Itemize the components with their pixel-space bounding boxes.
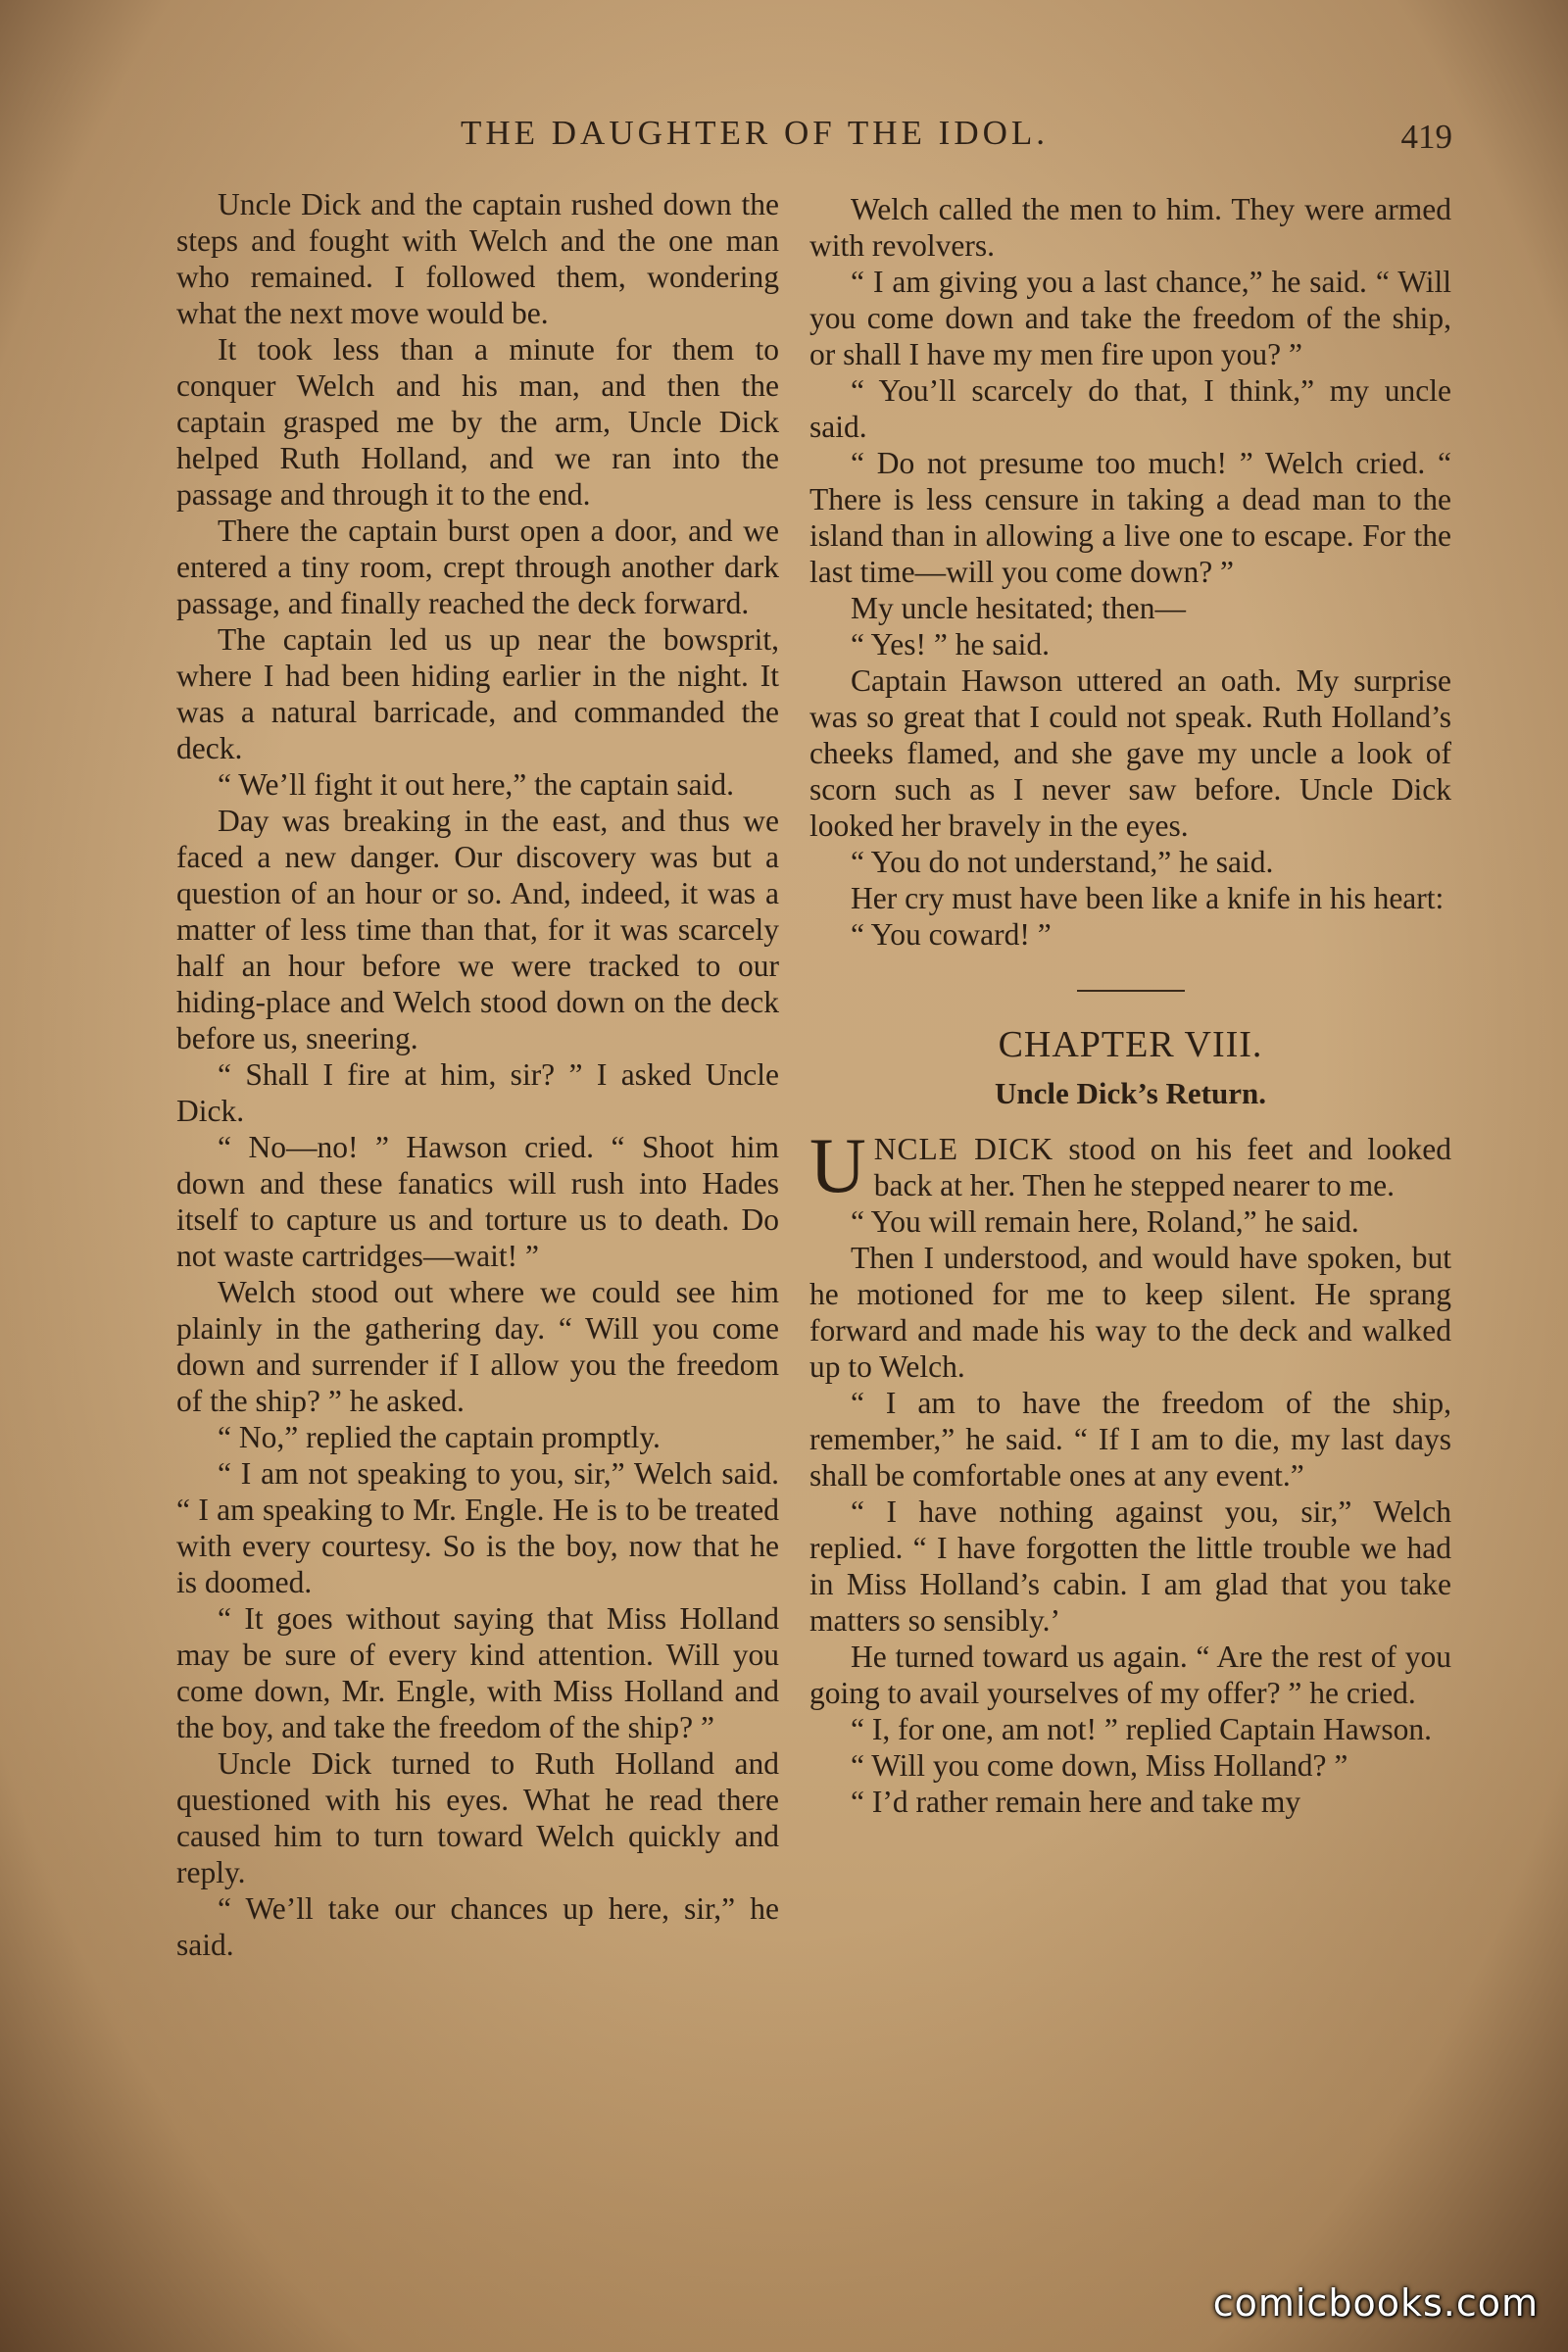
paragraph: The captain led us up near the bowsprit, where I had been hiding earlier in the night. It was a natural barricade, and commanded the deck. [176, 622, 779, 765]
paragraph: “ You will remain here, Roland,” he said. [851, 1204, 1359, 1239]
paragraph: There the captain burst open a door, and we entered a tiny room, crept through another dark passage, and finally reached the deck forward. [176, 514, 779, 620]
chapter-title: Uncle Dick’s Return. [995, 1076, 1266, 1110]
paragraph: Uncle Dick turned to Ruth Holland and questioned with his eyes. What he read there caused him to turn toward Welch quickly and reply. [176, 1746, 779, 1889]
paragraph: Welch stood out where we could see him plainly in the gathering day. “ Will you come down and surrender if I allow you the freedom of the ship? ” he asked. [176, 1275, 779, 1418]
paragraph: “ We’ll fight it out here,” the captain said. [218, 767, 734, 802]
paragraph: “ I’d rather remain here and take my [851, 1785, 1301, 1819]
paragraph: Captain Hawson uttered an oath. My surprise was so great that I could not speak. Ruth Holland’s cheeks flamed, and she gave my uncle a look of scorn such as I never saw before. Uncle Dick looked her bravely in the eyes. [809, 663, 1451, 843]
paragraph: “ Do not presume too much! ” Welch cried. “ There is less censure in taking a dead man to the island than in allowing a live one to escape. For the last time—will you come down? ” [809, 446, 1451, 589]
paragraph: “ No,” replied the captain promptly. [218, 1420, 661, 1454]
paragraph: “ You do not understand,” he said. [851, 845, 1274, 879]
chapter-number: CHAPTER VIII. [998, 1024, 1263, 1065]
page-header [167, 110, 1460, 169]
paragraph: “ I have nothing against you, sir,” Welch replied. “ I have forgotten the little trouble we had in Miss Holland’s cabin. I am glad that you take matters so sensibly.’ [809, 1494, 1451, 1638]
chapter-opening-paragraph [809, 1123, 1451, 1209]
left-column [176, 186, 779, 1963]
paragraph: “ Will you come down, Miss Holland? ” [851, 1748, 1348, 1783]
paragraph: Her cry must have been like a knife in his heart: [851, 881, 1445, 915]
opening-text: stood on his feet and looked back at her. Then he stepped nearer to me. [873, 1132, 1451, 1202]
chapter-divider [1077, 990, 1185, 992]
paragraph: Day was breaking in the east, and thus we faced a new danger. Our discovery was but a question of an hour or so. And, indeed, it was a matter of less time than that, for it was scarcely half an hour before we were tracked to our hiding-place and Welch stood down on the deck before us, sneering. [176, 804, 779, 1055]
paragraph: “ You’ll scarcely do that, I think,” my uncle said. [809, 373, 1451, 444]
paragraph: Welch called the men to him. They were armed with revolvers. [809, 192, 1451, 263]
paragraph: “ Shall I fire at him, sir? ” I asked Uncle Dick. [176, 1057, 779, 1128]
running-title: THE DAUGHTER OF THE IDOL. [461, 114, 1049, 152]
site-watermark: comicbooks.com [1212, 2281, 1539, 2325]
paragraph: “ We’ll take our chances up here, sir,” he said. [176, 1891, 779, 1962]
paragraph: It took less than a minute for them to conquer Welch and his man, and then the captain grasped me by the arm, Uncle Dick helped Ruth Holland, and we ran into the passage and through it to the end. [176, 332, 779, 512]
drop-cap: U [809, 1123, 866, 1209]
paragraph: Uncle Dick and the captain rushed down the steps and fought with Welch and the one man who remained. I followed them, wondering what the next move would be. [176, 187, 779, 330]
right-column [809, 191, 1451, 1820]
paragraph: “ Yes! ” he said. [851, 627, 1050, 662]
paragraph: “ I am not speaking to you, sir,” Welch said. “ I am speaking to Mr. Engle. He is to be treated with every courtesy. So is the boy, now that he is doomed. [176, 1456, 779, 1599]
paragraph: He turned toward us again. “ Are the rest of you going to avail yourselves of my offer? ” he cried. [809, 1640, 1451, 1710]
paragraph: “ You coward! ” [851, 917, 1052, 952]
paragraph: “ I, for one, am not! ” replied Captain Hawson. [851, 1712, 1433, 1746]
paragraph: “ It goes without saying that Miss Holland may be sure of every kind attention. Will you come down, Mr. Engle, with Miss Holland and the boy, and take the freedom of the ship? ” [176, 1601, 779, 1744]
opening-small-caps: NCLE DICK [873, 1132, 1054, 1166]
paragraph: Then I understood, and would have spoken, but he motioned for me to keep silent. He sprang forward and made his way to the deck and walked up to Welch. [809, 1241, 1451, 1384]
paragraph: “ I am to have the freedom of the ship, remember,” he said. “ If I am to die, my last days shall be comfortable ones at any event.” [809, 1386, 1451, 1493]
paragraph: “ I am giving you a last chance,” he said. “ Will you come down and take the freedom of the ship, or shall I have my men fire upon you? ” [809, 265, 1451, 371]
page-number: 419 [1400, 118, 1452, 156]
paragraph: My uncle hesitated; then— [851, 591, 1187, 625]
paragraph: “ No—no! ” Hawson cried. “ Shoot him down and these fanatics will rush into Hades itself to capture us and torture us to death. Do not waste cartridges—wait! ” [176, 1130, 779, 1273]
